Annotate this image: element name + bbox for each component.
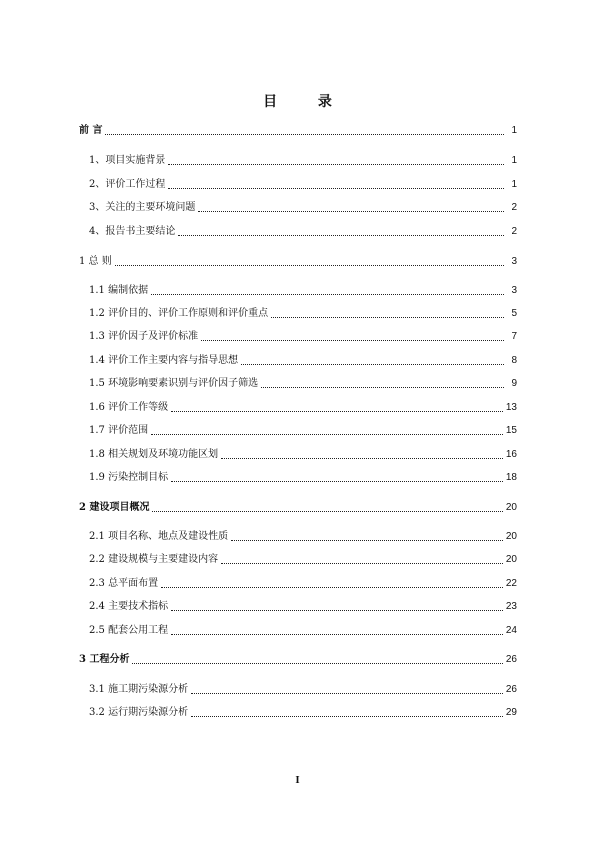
toc-leader-dots — [152, 511, 502, 512]
toc-entry-page: 15 — [505, 425, 517, 436]
toc-entry-label: 2.3 总平面布置 — [89, 578, 159, 589]
toc-entry[interactable] — [89, 599, 517, 615]
toc-entry-page: 3 — [511, 285, 517, 296]
toc-entry-label: 1、项目实施背景 — [89, 155, 166, 166]
toc-entry-label: 1 总 则 — [79, 256, 112, 267]
toc-entry-page: 26 — [505, 684, 517, 695]
toc-entry[interactable] — [89, 376, 517, 392]
toc-leader-dots — [171, 411, 503, 412]
toc-entry-label: 4、报告书主要结论 — [89, 226, 176, 237]
page-number: I — [295, 774, 300, 786]
toc-entry[interactable] — [79, 500, 517, 516]
toc-entry[interactable] — [89, 552, 517, 568]
toc-leader-dots — [171, 634, 503, 635]
page-title: 目 录 — [263, 94, 350, 110]
toc-leader-dots — [151, 434, 503, 435]
toc-entry[interactable] — [89, 329, 517, 345]
toc-leader-dots — [151, 294, 504, 295]
toc-entry-page: 20 — [505, 502, 517, 513]
toc-leader-dots — [231, 540, 503, 541]
toc-entry-label: 3.1 施工期污染源分析 — [89, 684, 189, 695]
toc-leader-dots — [168, 188, 504, 189]
toc-entry-page: 26 — [505, 654, 517, 665]
toc-entry-label: 1.1 编制依据 — [89, 285, 149, 296]
toc-entry[interactable] — [89, 153, 517, 169]
toc-entry[interactable] — [89, 447, 517, 463]
toc-entry[interactable] — [89, 705, 517, 721]
toc-entry[interactable] — [89, 353, 517, 369]
toc-entry[interactable] — [79, 123, 517, 139]
toc-leader-dots — [132, 663, 502, 664]
toc-leader-dots — [161, 587, 503, 588]
toc-entry[interactable] — [89, 283, 517, 299]
toc-leader-dots — [191, 693, 503, 694]
toc-entry-page: 8 — [511, 355, 517, 366]
toc-leader-dots — [115, 265, 504, 266]
toc-entry-page: 5 — [511, 308, 517, 319]
toc-entry-page: 1 — [511, 125, 517, 136]
toc-leader-dots — [191, 716, 503, 717]
toc-entry-page: 20 — [505, 554, 517, 565]
toc-entry-page: 29 — [505, 707, 517, 718]
toc-entry-page: 2 — [511, 226, 517, 237]
toc-entry-label: 2、评价工作过程 — [89, 179, 166, 190]
toc-entry-page: 22 — [505, 578, 517, 589]
toc-entry[interactable] — [79, 652, 517, 668]
toc-entry-label: 1.7 评价范围 — [89, 425, 149, 436]
toc-entry-label: 1.2 评价目的、评价工作原则和评价重点 — [89, 308, 269, 319]
toc-entry-page: 1 — [511, 179, 517, 190]
toc-leader-dots — [171, 610, 503, 611]
toc-leader-dots — [261, 387, 504, 388]
toc-entry[interactable] — [89, 529, 517, 545]
toc-leader-dots — [221, 458, 503, 459]
toc-entry-label: 1.6 评价工作等级 — [89, 402, 169, 413]
toc-entry[interactable] — [89, 306, 517, 322]
toc-entry-page: 16 — [505, 449, 517, 460]
toc-entry-page: 18 — [505, 472, 517, 483]
toc-entry[interactable] — [89, 400, 517, 416]
toc-entry-label: 1.4 评价工作主要内容与指导思想 — [89, 355, 239, 366]
toc-entry-label: 2.2 建设规模与主要建设内容 — [89, 554, 219, 565]
toc-entry[interactable] — [89, 177, 517, 193]
toc-entry-label: 3.2 运行期污染源分析 — [89, 707, 189, 718]
toc-entry[interactable] — [89, 682, 517, 698]
toc-entry-page: 13 — [505, 402, 517, 413]
toc-entry-page: 7 — [511, 331, 517, 342]
toc-entry[interactable] — [89, 470, 517, 486]
toc-entry-label: 3 工程分析 — [79, 654, 130, 665]
toc-leader-dots — [198, 211, 504, 212]
toc-entry-page: 20 — [505, 531, 517, 542]
toc-leader-dots — [178, 235, 504, 236]
toc-entry-page: 24 — [505, 625, 517, 636]
toc-leader-dots — [171, 481, 503, 482]
toc-entry-label: 1.8 相关规划及环境功能区划 — [89, 449, 219, 460]
toc-leader-dots — [105, 134, 504, 135]
toc-entry[interactable] — [89, 224, 517, 240]
toc-entry-label: 1.9 污染控制目标 — [89, 472, 169, 483]
toc-leader-dots — [221, 563, 503, 564]
toc-entry-page: 9 — [511, 378, 517, 389]
toc-entry-label: 3、关注的主要环境问题 — [89, 202, 196, 213]
toc-entry-page: 23 — [505, 601, 517, 612]
toc-entry[interactable] — [79, 254, 517, 270]
toc-leader-dots — [168, 164, 504, 165]
toc-entry-page: 1 — [511, 155, 517, 166]
toc-entry-label: 2.4 主要技术指标 — [89, 601, 169, 612]
toc-leader-dots — [271, 317, 504, 318]
toc-leader-dots — [201, 340, 504, 341]
toc-entry-label: 1.5 环境影响要素识别与评价因子筛选 — [89, 378, 259, 389]
toc-entry-page: 3 — [511, 256, 517, 267]
toc-entry[interactable] — [89, 200, 517, 216]
toc-entry-label: 2.1 项目名称、地点及建设性质 — [89, 531, 229, 542]
toc-entry-page: 2 — [511, 202, 517, 213]
toc-entry-label: 2 建设项目概况 — [79, 502, 150, 513]
toc-leader-dots — [241, 364, 504, 365]
toc-entry[interactable] — [89, 423, 517, 439]
toc-entry-label: 2.5 配套公用工程 — [89, 625, 169, 636]
toc-entry-label: 前 言 — [79, 125, 103, 136]
toc-entry-label: 1.3 评价因子及评价标准 — [89, 331, 199, 342]
toc-entry[interactable] — [89, 623, 517, 639]
toc-entry[interactable] — [89, 576, 517, 592]
